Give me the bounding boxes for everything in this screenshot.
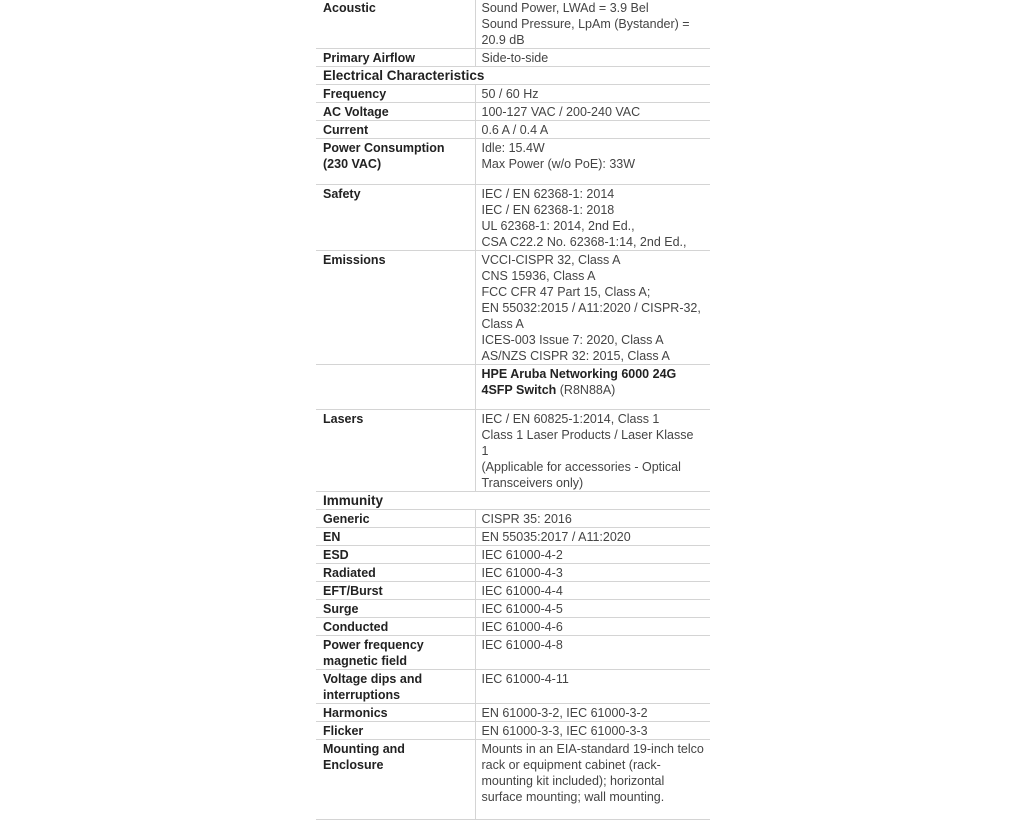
spec-label: [316, 49, 475, 67]
spec-label-line: Power frequency: [323, 638, 424, 652]
spec-label-line: Mounting and: [323, 742, 405, 756]
spec-label-line: Surge: [323, 602, 359, 616]
spec-value-line: 100-127 VAC / 200-240 VAC: [481, 105, 641, 119]
spec-value: [475, 0, 710, 49]
spec-value: [475, 704, 710, 722]
spec-value-line: 1: [481, 444, 489, 458]
table-row: [316, 564, 710, 582]
spec-value: [475, 618, 710, 636]
table-row: [316, 600, 710, 618]
spec-label-line: EFT/Burst: [323, 584, 383, 598]
spec-label-line: Flicker: [323, 724, 364, 738]
spec-value: [475, 670, 710, 704]
spec-value: [475, 410, 710, 492]
spec-value-line: FCC CFR 47 Part 15, Class A;: [481, 285, 651, 299]
spec-value-line: IEC 61000-4-6: [481, 620, 563, 634]
spec-label-line: EN: [323, 530, 341, 544]
spec-value-line: CSA C22.2 No. 62368-1:14, 2nd Ed.,: [481, 235, 687, 249]
spec-value: [475, 121, 710, 139]
spec-label-line: Primary Airflow: [323, 51, 415, 65]
table-row: [316, 510, 710, 528]
spec-value-line: 0.6 A / 0.4 A: [481, 123, 549, 137]
spec-label: [316, 564, 475, 582]
spec-label-line: Emissions: [323, 253, 386, 267]
spec-value: [475, 49, 710, 67]
section-header: [316, 492, 710, 510]
spec-value-line: IEC 61000-4-2: [481, 548, 563, 562]
spec-label: [316, 365, 475, 410]
table-row: [316, 365, 710, 410]
spec-label: [316, 636, 475, 670]
spec-label-line: Frequency: [323, 87, 387, 101]
spec-value-line: AS/NZS CISPR 32: 2015, Class A: [481, 349, 670, 363]
spec-value-line: IEC 61000-4-3: [481, 566, 563, 580]
spec-value-line: EN 61000-3-3, IEC 61000-3-3: [481, 724, 648, 738]
table-row: [316, 740, 710, 820]
spec-value: [475, 365, 710, 410]
table-row: [316, 704, 710, 722]
spec-label-line: Radiated: [323, 566, 376, 580]
spec-label-line: Enclosure: [323, 758, 384, 772]
spec-value-line: EN 55032:2015 / A11:2020 / CISPR-32,: [481, 301, 701, 315]
spec-label-line: ESD: [323, 548, 349, 562]
table-row: [316, 636, 710, 670]
spec-label: [316, 618, 475, 636]
spec-value: [475, 722, 710, 740]
table-row: [316, 103, 710, 121]
spec-value-line: IEC 61000-4-8: [481, 638, 563, 652]
spec-value-line: Sound Pressure, LpAm (Bystander) =: [481, 17, 690, 31]
spec-label: [316, 410, 475, 492]
table-row: [316, 722, 710, 740]
table-row: [316, 49, 710, 67]
spec-value-line: IEC 61000-4-5: [481, 602, 563, 616]
spec-value: [475, 528, 710, 546]
spec-value-line: IEC 61000-4-11: [481, 672, 569, 686]
spec-value: [475, 139, 710, 185]
spec-label: [316, 121, 475, 139]
spec-label-line: magnetic field: [323, 654, 408, 668]
table-row: [316, 139, 710, 185]
spec-label-line: AC Voltage: [323, 105, 389, 119]
spec-value-line: IEC 61000-4-4: [481, 584, 563, 598]
spec-label: [316, 722, 475, 740]
spec-value-line: IEC / EN 62368-1: 2018: [481, 203, 615, 217]
spec-label: [316, 582, 475, 600]
spec-value-line: CNS 15936, Class A: [481, 269, 596, 283]
table-row: [316, 670, 710, 704]
spec-label: [316, 670, 475, 704]
spec-label: [316, 139, 475, 185]
spec-value-line: 50 / 60 Hz: [481, 87, 539, 101]
spec-value-line: Side-to-side: [481, 51, 549, 65]
spec-value: [475, 546, 710, 564]
spec-value-line: IEC / EN 62368-1: 2014: [481, 187, 615, 201]
spec-label: [316, 740, 475, 820]
product-name-line: 4SFP Switch (R8N88A): [481, 383, 616, 397]
spec-value-line: surface mounting; wall mounting.: [481, 790, 665, 804]
product-sku: (R8N88A): [556, 383, 616, 397]
spec-value-line: Idle: 15.4W: [481, 141, 545, 155]
spec-value-line: Max Power (w/o PoE): 33W: [481, 157, 636, 171]
table-row: [316, 546, 710, 564]
spec-value-line: CISPR 35: 2016: [481, 512, 572, 526]
spec-value-line: Class 1 Laser Products / Laser Klasse: [481, 428, 694, 442]
spec-value: [475, 251, 710, 365]
spec-value: [475, 103, 710, 121]
spec-label: [316, 704, 475, 722]
specifications-table: [316, 0, 710, 820]
spec-value-line: IEC / EN 60825-1:2014, Class 1: [481, 412, 660, 426]
table-row: [316, 528, 710, 546]
spec-label: [316, 510, 475, 528]
spec-value-line: Mounts in an EIA-standard 19-inch telco: [481, 742, 704, 756]
spec-value-line: ICES-003 Issue 7: 2020, Class A: [481, 333, 664, 347]
spec-value: [475, 510, 710, 528]
spec-label-line: interruptions: [323, 688, 401, 702]
spec-value: [475, 564, 710, 582]
product-name-line: HPE Aruba Networking 6000 24G: [481, 367, 677, 381]
spec-value: [475, 85, 710, 103]
table-row: [316, 85, 710, 103]
spec-label-line: Power Consumption: [323, 141, 445, 155]
section-title-text: Immunity: [323, 493, 384, 508]
spec-value: [475, 185, 710, 251]
table-row: [316, 0, 710, 49]
spec-label: [316, 546, 475, 564]
spec-value-line: 20.9 dB: [481, 33, 525, 47]
spec-label-line: Generic: [323, 512, 370, 526]
spec-label: [316, 185, 475, 251]
spec-value-line: EN 55035:2017 / A11:2020: [481, 530, 631, 544]
spec-value: [475, 600, 710, 618]
spec-value: [475, 582, 710, 600]
spec-label: [316, 85, 475, 103]
section-title-text: Electrical Characteristics: [323, 68, 485, 83]
spec-label-line: Harmonics: [323, 706, 388, 720]
spec-label-line: Conducted: [323, 620, 389, 634]
section-title: [316, 67, 710, 85]
spec-label-line: Acoustic: [323, 1, 376, 15]
section-header: [316, 67, 710, 85]
spec-label-line: Lasers: [323, 412, 364, 426]
table-row: [316, 185, 710, 251]
spec-value-line: UL 62368-1: 2014, 2nd Ed.,: [481, 219, 635, 233]
spec-label: [316, 600, 475, 618]
spec-label-line: Voltage dips and: [323, 672, 423, 686]
spec-label: [316, 0, 475, 49]
spec-label: [316, 251, 475, 365]
spec-value: [475, 740, 710, 820]
table-row: [316, 251, 710, 365]
spec-value-line: Sound Power, LWAd = 3.9 Bel: [481, 1, 649, 15]
spec-value-line: mounting kit included); horizontal: [481, 774, 665, 788]
spec-label-line: (230 VAC): [323, 157, 382, 171]
spec-value-line: VCCI-CISPR 32, Class A: [481, 253, 621, 267]
spec-value-line: EN 61000-3-2, IEC 61000-3-2: [481, 706, 648, 720]
spec-value: [475, 636, 710, 670]
table-row: [316, 121, 710, 139]
spec-value-line: Transceivers only): [481, 476, 584, 490]
spec-label: [316, 103, 475, 121]
spec-value-line: (Applicable for accessories - Optical: [481, 460, 681, 474]
spec-label-line: Safety: [323, 187, 361, 201]
spec-label-line: Current: [323, 123, 369, 137]
table-row: [316, 582, 710, 600]
spec-value-line: rack or equipment cabinet (rack-: [481, 758, 661, 772]
table-row: [316, 410, 710, 492]
spec-value-line: Class A: [481, 317, 524, 331]
spec-label: [316, 528, 475, 546]
section-title: [316, 492, 710, 510]
table-row: [316, 618, 710, 636]
